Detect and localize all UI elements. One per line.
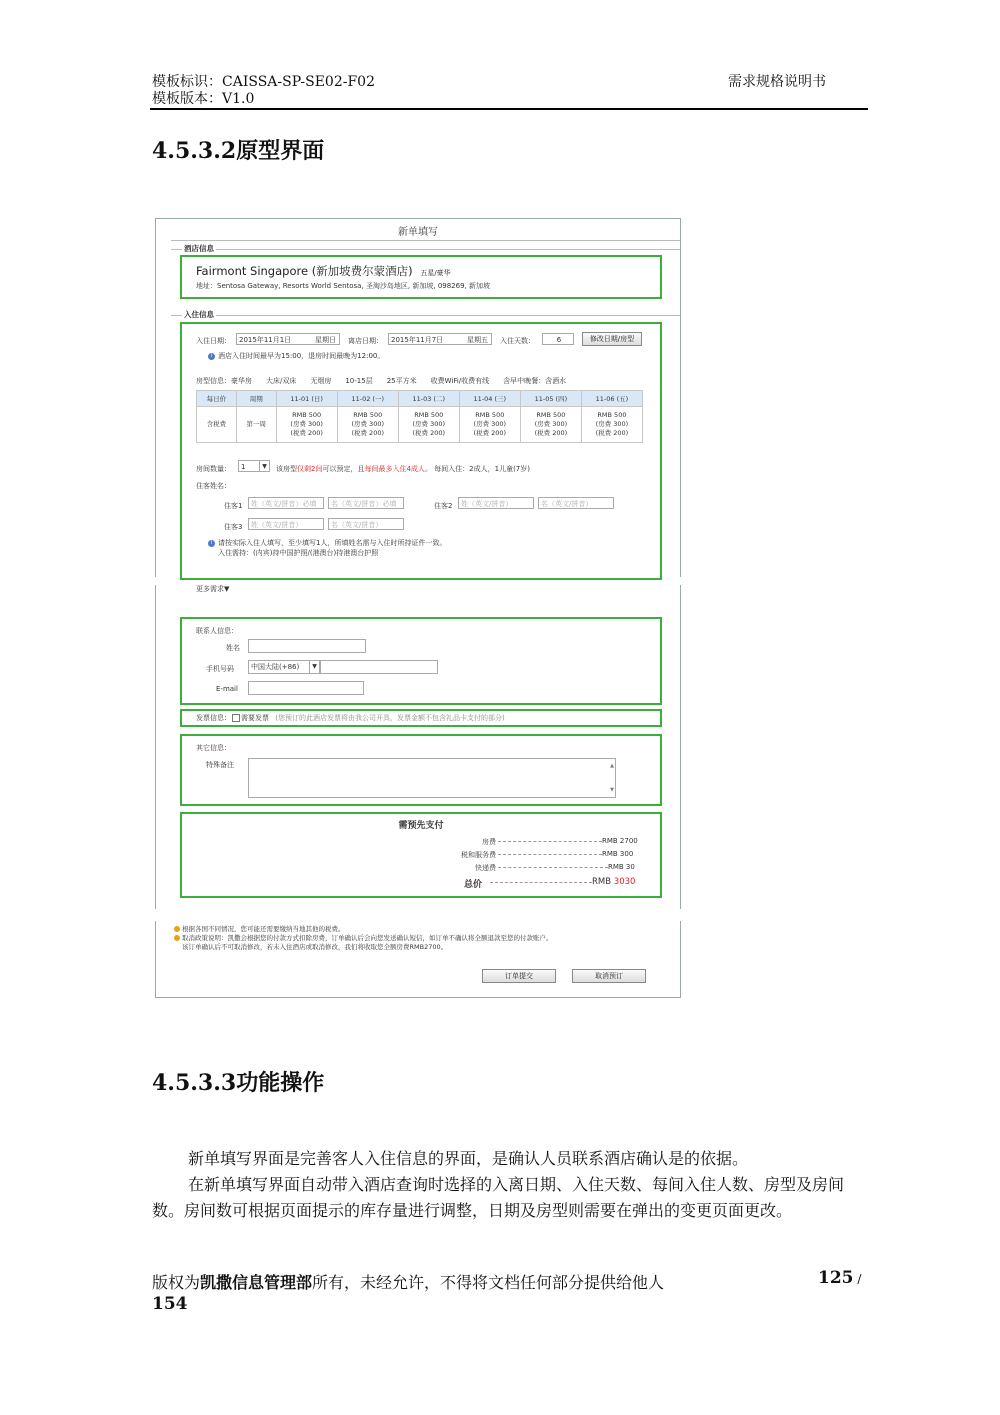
row-label: 含税费 bbox=[197, 407, 237, 443]
section-title-prototype: 4.5.3.2原型界面 bbox=[152, 138, 325, 164]
contact-info-box bbox=[180, 617, 662, 705]
name-label: 姓名 bbox=[226, 644, 240, 652]
head-cell: 11-01 (日) bbox=[276, 391, 337, 407]
divider bbox=[171, 249, 680, 250]
paragraph-2: 在新单填写界面自动带入酒店查询时选择的入离日期、入住天数、每间入住人数、房型及房间数。房间数可根据页面提示的库存量进行调整，日期及房型则需要在弹出的变更页面更改。 bbox=[152, 1175, 845, 1220]
hotel-name: Fairmont Singapore (新加坡费尔蒙酒店) bbox=[196, 264, 413, 278]
invoice-checkbox[interactable] bbox=[232, 714, 240, 722]
total-pages: 154 bbox=[152, 1294, 188, 1314]
paragraph-1: 新单填写界面是完善客人入住信息的界面，是确认人员联系酒店确认是的依据。 bbox=[188, 1149, 749, 1168]
crop-gap bbox=[677, 909, 681, 921]
head-cell: 11-04 (三) bbox=[459, 391, 520, 407]
head-cell: 11-02 (一) bbox=[337, 391, 398, 407]
head-cell: 11-05 (四) bbox=[520, 391, 581, 407]
nights-label: 入住天数： bbox=[500, 337, 535, 345]
pay-label-tax: 税和服务费 bbox=[461, 851, 496, 859]
hotel-info-box bbox=[180, 255, 662, 299]
notice-2: 取消政策说明：凯撒会根据您的付款方式扣除房费，订单确认后会向您发送确认短信，如订单不确认将全额退款至您的付款账户。 bbox=[174, 934, 553, 943]
room-info: 房型信息：豪华房 大床/双床 无烟房 10-15层 25平方米 收费WiFi/收费有线 含早中晚餐：含酒水 bbox=[196, 377, 567, 385]
guest-names-label: 住客姓名： bbox=[196, 482, 231, 490]
phone-area-select[interactable]: 中国大陆(+86) ▼ bbox=[248, 660, 320, 674]
scroll-down-icon: ▼ bbox=[610, 787, 614, 793]
guest3-label: 住客3 bbox=[224, 523, 243, 531]
time-note: i 酒店入住时间最早为15:00，退房时间最晚为12:00。 bbox=[208, 351, 384, 361]
template-id: 模板标识：CAISSA-SP-SE02-F02 bbox=[152, 74, 375, 90]
info-icon: i bbox=[208, 353, 215, 360]
guest1-label: 住客1 bbox=[224, 502, 243, 510]
price-cell: RMB 500 (房费 300) (税费 200) bbox=[337, 407, 398, 443]
pay-value-room: RMB 2700 bbox=[602, 837, 638, 845]
hotel-address: 地址：Sentosa Gateway, Resorts World Sentosa, 圣淘沙岛地区, 新加坡, 098269, 新加坡 bbox=[196, 282, 490, 290]
dashed-leader bbox=[498, 854, 602, 855]
pay-value-tax: RMB 300 bbox=[602, 850, 634, 858]
crop-gap bbox=[677, 577, 681, 585]
guest1-given-input[interactable]: 名（英文/拼音）必填 bbox=[328, 497, 404, 509]
submit-order-button[interactable]: 订单提交 bbox=[482, 969, 556, 983]
guest1-surname-input[interactable]: 姓（英文/拼音）必填 bbox=[248, 497, 324, 509]
form-title: 新单填写 bbox=[398, 227, 438, 238]
chevron-down-icon: ▼ bbox=[309, 661, 319, 673]
pay-label-delivery: 快递费 bbox=[475, 864, 496, 872]
hotel-star: 五星/豪华 bbox=[420, 269, 451, 277]
notice-1: 根据各国不同情况，您可能还需要缴纳当地其他的税费。 bbox=[174, 925, 553, 934]
checkout-label: 离店日期： bbox=[348, 337, 383, 345]
price-table bbox=[196, 390, 643, 443]
dashed-leader bbox=[498, 867, 608, 868]
order-form-mockup bbox=[155, 218, 681, 998]
period-cell: 第一周 bbox=[236, 407, 276, 443]
warning-icon bbox=[174, 935, 180, 941]
rooms-label: 房间数量： bbox=[196, 465, 231, 473]
checkin-label: 入住日期： bbox=[196, 337, 231, 345]
invoice-row: 发票信息： 需要发票 (您预订的此酒店发票将由我公司开具，发票金额不包含礼品卡支付的部分) bbox=[196, 714, 505, 722]
warning-icon bbox=[174, 926, 180, 932]
guest3-given-input[interactable]: 名（英文/拼音） bbox=[328, 518, 404, 530]
contact-name-input[interactable] bbox=[248, 639, 366, 653]
hotel-legend: 酒店信息 bbox=[184, 244, 214, 253]
price-cell: RMB 500 (房费 300) (税费 200) bbox=[520, 407, 581, 443]
header-rule bbox=[150, 108, 868, 110]
price-cell: RMB 500 (房费 300) (税费 200) bbox=[276, 407, 337, 443]
invoice-box bbox=[180, 709, 662, 727]
chevron-down-icon: ▼ bbox=[259, 461, 269, 471]
crop-gap bbox=[155, 909, 159, 921]
head-cell: 11-06 (五) bbox=[581, 391, 642, 407]
checkout-date-field[interactable]: 2015年11月7日 星期五 bbox=[388, 333, 492, 345]
crop-gap bbox=[155, 577, 159, 585]
nights-field[interactable]: 6 bbox=[542, 333, 574, 345]
total-value: RMB 3030 bbox=[592, 877, 636, 887]
cancel-booking-button[interactable]: 取消预订 bbox=[572, 969, 646, 983]
other-label: 其它信息： bbox=[196, 744, 231, 752]
phone-label: 手机号码 bbox=[206, 665, 234, 673]
head-cell: 每日价 bbox=[197, 391, 237, 407]
divider bbox=[171, 240, 680, 241]
price-table-head bbox=[197, 391, 643, 407]
guest2-surname-input[interactable]: 姓（英文/拼音） bbox=[458, 497, 534, 509]
email-label: E-mail bbox=[216, 685, 238, 693]
guest-note: i 请按实际入住人填写，至少填写1人，所填姓名需与入住时所持证件一致。 bbox=[208, 538, 446, 548]
remark-textarea[interactable] bbox=[248, 758, 616, 798]
guest3-surname-input[interactable]: 姓（英文/拼音） bbox=[248, 518, 324, 530]
email-input[interactable] bbox=[248, 681, 364, 695]
notices bbox=[174, 925, 553, 952]
checkin-legend: 入住信息 bbox=[184, 310, 214, 319]
section-title-operations: 4.5.3.3功能操作 bbox=[152, 1070, 325, 1096]
guest2-label: 住客2 bbox=[434, 502, 453, 510]
divider bbox=[171, 315, 680, 316]
scroll-up-icon: ▲ bbox=[610, 763, 614, 769]
contact-label: 联系人信息： bbox=[196, 627, 238, 635]
modify-date-room-button[interactable]: 修改日期/房型 bbox=[582, 332, 642, 346]
guest2-given-input[interactable]: 名（英文/拼音） bbox=[538, 497, 614, 509]
rooms-note: 该房型仅剩2间可以预定，且每间最多入住4成人。 每间入住：2成人，1儿童(7岁) bbox=[276, 465, 530, 473]
pay-title: 需预先支付 bbox=[398, 821, 444, 831]
price-table-row bbox=[197, 407, 643, 443]
page-number: 125 / bbox=[818, 1268, 862, 1288]
remark-label: 特殊备注 bbox=[206, 761, 234, 769]
more-requests-link[interactable]: 更多需求▼ bbox=[196, 585, 230, 593]
price-cell: RMB 500 (房费 300) (税费 200) bbox=[581, 407, 642, 443]
checkin-date-field[interactable]: 2015年11月1日 星期日 bbox=[236, 333, 340, 345]
guest-note-2: 入住需持：(内宾)持中国护照/(港澳台)持港澳台护照 bbox=[218, 549, 379, 557]
dashed-leader bbox=[490, 882, 592, 883]
head-cell: 周期 bbox=[236, 391, 276, 407]
template-version: 模板版本：V1.0 bbox=[152, 91, 255, 107]
head-cell: 11-03 (二) bbox=[398, 391, 459, 407]
price-cell: RMB 500 (房费 300) (税费 200) bbox=[459, 407, 520, 443]
rooms-select[interactable]: 1 ▼ bbox=[238, 460, 270, 472]
pay-value-delivery: RMB 30 bbox=[608, 863, 635, 871]
info-icon: i bbox=[208, 540, 215, 547]
payment-box bbox=[180, 812, 662, 898]
dashed-leader bbox=[498, 841, 602, 842]
price-cell: RMB 500 (房费 300) (税费 200) bbox=[398, 407, 459, 443]
phone-input[interactable] bbox=[320, 660, 438, 674]
checkin-info-box bbox=[180, 322, 662, 593]
total-label: 总价 bbox=[464, 880, 483, 890]
other-info-box bbox=[180, 734, 662, 806]
pay-label-room: 房费 bbox=[482, 838, 496, 846]
notice-3: 该订单确认后不可取消修改，若未入住酒店或取消修改，我们将收取您全额房费RMB2700。 bbox=[182, 943, 448, 951]
copyright: 版权为凯撒信息管理部所有，未经允许，不得将文档任何部分提供给他人 bbox=[152, 1273, 665, 1292]
doc-type: 需求规格说明书 bbox=[728, 74, 826, 90]
